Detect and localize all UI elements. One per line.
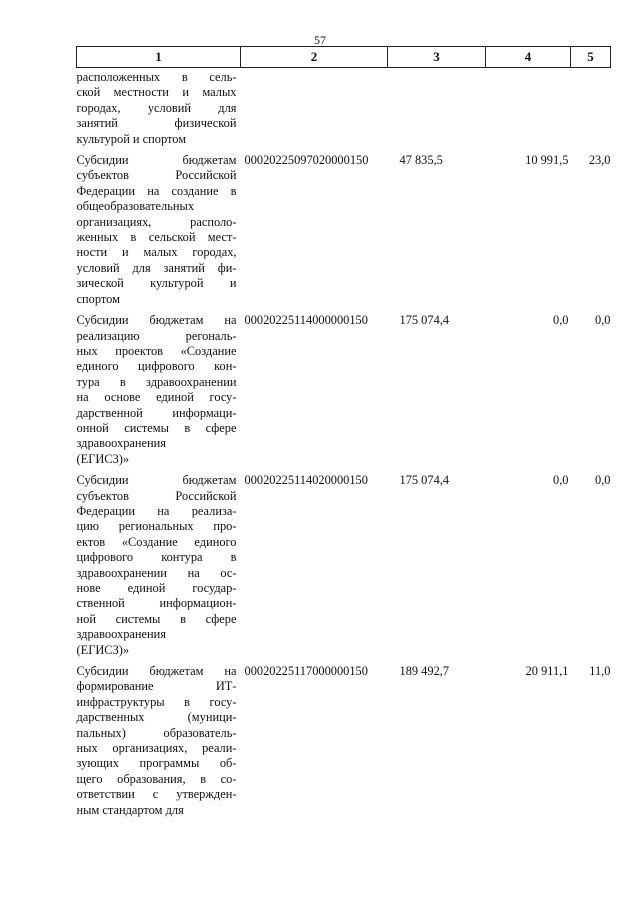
table-body <box>77 68 611 819</box>
description-line: Субсидии бюджетам на <box>76 664 237 679</box>
header-col-2: 2 <box>241 47 388 68</box>
description-line: единого цифрового кон- <box>76 359 237 374</box>
description-line: Федерации на создание в <box>76 183 237 198</box>
description-line: условий для занятий фи- <box>76 260 237 275</box>
description-line: на основе единой госу- <box>76 390 237 405</box>
description-line: формирование ИТ- <box>76 679 237 694</box>
description-line: тура в здравоохранении <box>76 374 237 389</box>
description-line: (ЕГИСЗ)» <box>76 642 130 657</box>
description-line: субъектов Российской <box>76 488 237 503</box>
description-line: Субсидии бюджетам на <box>76 313 237 328</box>
table-row <box>77 467 611 658</box>
description-line: (ЕГИСЗ)» <box>76 451 130 466</box>
description-line: занятий физической <box>76 116 237 131</box>
description-line: городах, условий для <box>76 100 237 115</box>
value-col-5: 0,0 <box>595 313 611 328</box>
row-description <box>77 467 241 658</box>
page-number: 57 <box>314 33 326 47</box>
value-col-3: 189 492,7 <box>399 664 450 679</box>
description-line: ных организациях, реали- <box>76 741 237 756</box>
table-header <box>77 47 611 68</box>
description-line: ответствии с утвержден- <box>76 787 237 802</box>
description-line: Федерации на реализа- <box>76 503 237 518</box>
description-line: ности и малых городах, <box>76 245 237 260</box>
description-line: пальных) образователь- <box>76 725 237 740</box>
value-col-4: 10 991,5 <box>525 153 569 168</box>
description-line: зующих программы об- <box>76 756 237 771</box>
budget-classification-code: 00020225097020000150 <box>244 153 369 168</box>
row-description <box>77 307 241 467</box>
header-col-1: 1 <box>77 47 241 68</box>
budget-classification-code: 00020225117000000150 <box>244 664 368 679</box>
description-line: дарственных (муници- <box>76 710 237 725</box>
description-line: организациях, располо- <box>76 214 237 229</box>
value-col-4: 0,0 <box>553 313 569 328</box>
budget-classification-code <box>241 68 388 148</box>
value-col-5: 0,0 <box>595 473 611 488</box>
description-line: субъектов Российской <box>76 168 237 183</box>
description-line: спортом <box>76 291 120 306</box>
value-col-3: 175 074,4 <box>399 313 450 328</box>
description-line: расположенных в сель- <box>76 70 237 84</box>
value-col-3: 47 835,5 <box>399 153 443 168</box>
header-col-3: 3 <box>388 47 486 68</box>
budget-classification-code: 00020225114000000150 <box>244 313 368 328</box>
description-line: онной системы в сфере <box>76 420 237 435</box>
description-line: щего образования, в со- <box>76 771 237 786</box>
value-col-3: 175 074,4 <box>399 473 450 488</box>
description-line: ектов «Создание единого <box>76 534 237 549</box>
table-row <box>77 147 611 307</box>
table-row <box>77 307 611 467</box>
row-description <box>77 658 241 818</box>
value-col-4: 20 911,1 <box>525 664 569 679</box>
description-line: здравоохранения <box>76 436 166 451</box>
table-row <box>77 68 611 148</box>
description-line: зической культурой и <box>76 276 237 291</box>
description-line: здравоохранения <box>76 627 166 642</box>
description-line: здравоохранении на ос- <box>76 565 237 580</box>
value-col-5 <box>571 68 611 148</box>
description-line: цию региональных про- <box>76 519 237 534</box>
value-col-4 <box>486 68 571 148</box>
value-col-5: 23,0 <box>588 153 611 168</box>
description-line: Субсидии бюджетам <box>76 473 237 488</box>
row-description <box>77 147 241 307</box>
description-line: ным стандартом для <box>76 802 184 817</box>
description-line: инфраструктуры в госу- <box>76 694 237 709</box>
description-line: ных проектов «Создание <box>76 343 237 358</box>
value-col-3 <box>388 68 486 148</box>
value-col-5: 11,0 <box>589 664 611 679</box>
description-line: женных в сельской мест- <box>76 230 237 245</box>
description-line: ной системы в сфере <box>76 611 237 626</box>
budget-classification-code: 00020225114020000150 <box>244 473 368 488</box>
description-line: дарственной информаци- <box>76 405 237 420</box>
table-row <box>77 658 611 818</box>
description-line: нове единой государ- <box>76 581 237 595</box>
header-row <box>77 47 611 68</box>
description-line: цифрового контура в <box>76 550 237 565</box>
description-line: ственной информацион- <box>76 596 237 611</box>
header-col-4: 4 <box>486 47 571 68</box>
description-line: общеобразовательных <box>76 199 195 214</box>
budget-table <box>76 46 611 818</box>
value-col-4: 0,0 <box>553 473 569 488</box>
description-line: реализацию регональ- <box>76 328 237 343</box>
description-line: Субсидии бюджетам <box>76 153 237 168</box>
description-line: культурой и спортом <box>76 131 187 146</box>
row-description <box>77 68 241 148</box>
description-line: ской местности и малых <box>76 85 237 100</box>
header-col-5: 5 <box>571 47 611 68</box>
